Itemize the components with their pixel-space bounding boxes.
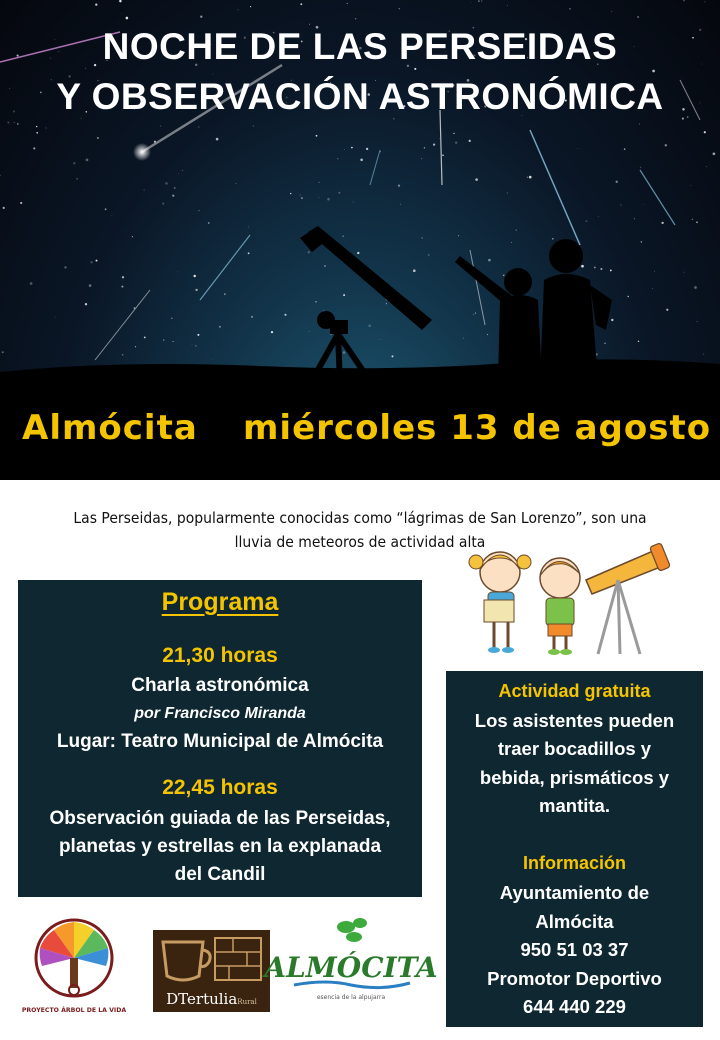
star xyxy=(105,208,107,210)
star xyxy=(357,252,359,254)
star xyxy=(126,17,129,20)
info-line-1: Ayuntamiento de xyxy=(499,882,650,903)
star xyxy=(690,185,691,186)
star xyxy=(600,268,602,270)
star xyxy=(195,289,197,291)
star xyxy=(195,345,197,347)
star xyxy=(469,140,471,142)
star xyxy=(620,204,621,205)
star xyxy=(198,126,199,127)
star xyxy=(463,338,464,339)
star xyxy=(627,296,628,297)
tertulia-name: DTertuliaRural xyxy=(166,990,257,1008)
star xyxy=(122,276,124,278)
header-sky-image xyxy=(0,0,720,390)
star xyxy=(309,331,310,332)
star xyxy=(507,193,508,194)
star xyxy=(284,314,286,316)
star xyxy=(421,237,423,239)
star xyxy=(641,241,642,242)
actividad-line-2: traer bocadillos y xyxy=(497,738,652,759)
star xyxy=(704,1,705,2)
star xyxy=(248,252,250,254)
star xyxy=(0,175,1,177)
star xyxy=(665,144,667,146)
star xyxy=(569,8,571,10)
star xyxy=(97,137,99,139)
star xyxy=(343,351,346,354)
star xyxy=(661,222,663,224)
star xyxy=(475,313,476,314)
actividad-box xyxy=(446,671,703,1027)
star xyxy=(611,319,613,321)
star xyxy=(300,3,302,5)
star xyxy=(96,260,98,262)
star xyxy=(33,147,35,149)
coffee-cup-logo-icon xyxy=(153,930,270,990)
date-band xyxy=(0,390,720,480)
star xyxy=(610,269,612,271)
event2-time: 22,45 horas xyxy=(162,776,278,799)
star xyxy=(111,215,112,216)
star xyxy=(654,271,655,272)
star xyxy=(586,220,588,222)
star xyxy=(478,0,480,2)
star xyxy=(347,3,348,4)
star xyxy=(193,275,195,277)
title-line-2: Y OBSERVACIÓN ASTRONÓMICA xyxy=(56,76,664,117)
star xyxy=(73,162,75,164)
star xyxy=(216,138,219,141)
star xyxy=(458,235,459,236)
almocita-logo xyxy=(264,915,438,1005)
star xyxy=(89,284,92,287)
star xyxy=(20,202,22,204)
star xyxy=(177,271,178,272)
star xyxy=(46,127,47,128)
actividad-line-3: bebida, prismáticos y xyxy=(479,767,670,788)
star xyxy=(290,193,291,194)
star xyxy=(85,303,87,305)
star xyxy=(360,159,363,162)
star xyxy=(324,265,325,266)
star xyxy=(453,133,454,134)
programa-heading: Programa xyxy=(161,588,279,616)
info-phone-2: 644 440 229 xyxy=(523,996,626,1017)
star xyxy=(428,254,430,256)
star xyxy=(634,218,635,219)
star xyxy=(400,204,401,205)
star xyxy=(238,10,239,11)
star xyxy=(338,192,340,194)
event-place: Almócita xyxy=(22,408,198,448)
star xyxy=(639,123,640,124)
star xyxy=(366,148,368,150)
star xyxy=(250,6,251,7)
star xyxy=(386,303,387,304)
star xyxy=(643,204,644,205)
star xyxy=(433,143,435,145)
star xyxy=(507,5,508,6)
star xyxy=(455,141,457,143)
star xyxy=(253,126,254,127)
star xyxy=(652,288,653,289)
star xyxy=(178,174,179,175)
page-title xyxy=(0,22,720,122)
arbol-logo-text: PROYECTO ÁRBOL DE LA VIDA xyxy=(21,1007,127,1014)
title-line-1: NOCHE DE LAS PERSEIDAS xyxy=(102,26,618,67)
star xyxy=(236,183,237,184)
star xyxy=(319,197,320,198)
star xyxy=(424,147,425,148)
star xyxy=(64,266,66,268)
star xyxy=(200,16,202,18)
star xyxy=(471,2,472,3)
star xyxy=(208,222,210,224)
star xyxy=(503,274,505,276)
star xyxy=(121,286,123,288)
star xyxy=(487,334,488,335)
star xyxy=(319,182,320,183)
star xyxy=(174,187,176,189)
star xyxy=(182,170,183,171)
kids-telescope-illustration-icon xyxy=(468,540,678,660)
star xyxy=(76,178,78,180)
star xyxy=(706,166,707,167)
star xyxy=(368,324,371,327)
star xyxy=(315,301,317,303)
star xyxy=(527,177,528,178)
star xyxy=(344,149,345,150)
telescope-silhouette-icon xyxy=(300,226,432,384)
star xyxy=(90,261,92,263)
star xyxy=(342,235,344,237)
star xyxy=(713,152,716,155)
star xyxy=(439,138,440,139)
event1-place: Lugar: Teatro Municipal de Almócita xyxy=(56,731,384,752)
star xyxy=(594,267,596,269)
star xyxy=(171,317,173,319)
star xyxy=(219,326,221,328)
star xyxy=(14,122,15,123)
star xyxy=(86,159,89,162)
star xyxy=(224,293,226,295)
star xyxy=(611,11,612,12)
star xyxy=(301,197,303,199)
star xyxy=(475,178,478,181)
info-heading: Información xyxy=(522,853,626,873)
star xyxy=(604,343,605,344)
tertulia-logo xyxy=(153,930,270,1012)
star xyxy=(160,126,161,127)
star xyxy=(413,269,416,272)
star xyxy=(30,282,33,285)
info-phone-1: 950 51 03 37 xyxy=(520,939,629,960)
star xyxy=(638,341,639,342)
star xyxy=(132,236,133,237)
almocita-logo-name: ALMÓCITA xyxy=(264,951,438,984)
programa-box xyxy=(18,580,422,897)
star xyxy=(696,221,698,223)
star xyxy=(144,336,146,338)
star xyxy=(684,272,685,273)
star xyxy=(2,351,4,353)
star xyxy=(95,3,97,5)
star xyxy=(598,216,599,217)
star xyxy=(300,194,301,195)
actividad-heading: Actividad gratuita xyxy=(498,681,651,701)
star xyxy=(398,184,400,186)
star xyxy=(119,0,121,2)
star xyxy=(399,8,400,9)
star xyxy=(172,195,174,197)
star xyxy=(173,341,174,342)
star xyxy=(481,0,482,1)
star xyxy=(694,286,697,289)
star xyxy=(248,227,249,228)
star xyxy=(624,148,625,149)
intro-line-1: Las Perseidas, popularmente conocidas como “lágrimas de San Lorenzo”, son una xyxy=(73,509,647,527)
star xyxy=(163,339,164,340)
event1-title: Charla astronómica xyxy=(131,675,309,696)
star xyxy=(36,132,38,134)
star xyxy=(637,16,639,18)
star xyxy=(343,294,345,296)
star xyxy=(337,158,338,159)
star xyxy=(442,154,444,156)
star xyxy=(704,131,706,133)
star xyxy=(17,123,19,125)
star xyxy=(192,344,193,345)
star xyxy=(327,198,330,201)
leaf-logo-icon xyxy=(337,918,367,942)
actividad-line-4: mantita. xyxy=(539,795,610,816)
star xyxy=(162,203,164,205)
star xyxy=(212,359,213,360)
star xyxy=(683,0,684,1)
event2-line-1: Observación guiada de las Perseidas, xyxy=(49,808,391,829)
actividad-line-1: Los asistentes pueden xyxy=(474,710,675,731)
star xyxy=(351,147,353,149)
event1-speaker: por Francisco Miranda xyxy=(134,705,306,722)
star xyxy=(692,219,693,220)
star xyxy=(135,346,136,347)
star xyxy=(421,158,422,159)
star xyxy=(511,242,512,243)
star xyxy=(308,251,310,253)
event1-time: 21,30 horas xyxy=(162,644,278,667)
star xyxy=(197,334,199,336)
intro-line-2: lluvia de meteoros de actividad alta xyxy=(234,533,486,551)
event-date: miércoles 13 de agosto xyxy=(243,408,712,448)
star xyxy=(353,201,354,202)
star xyxy=(529,176,532,179)
star xyxy=(488,259,491,262)
star xyxy=(516,230,517,231)
info-line-4: Promotor Deportivo xyxy=(487,968,662,989)
star xyxy=(355,18,356,19)
star xyxy=(552,238,554,240)
star xyxy=(578,148,579,149)
star xyxy=(316,135,318,137)
star xyxy=(581,265,584,268)
star xyxy=(616,181,618,183)
event2-line-3: del Candil xyxy=(174,864,266,885)
star xyxy=(36,126,37,127)
star xyxy=(697,321,698,322)
star xyxy=(703,354,704,355)
star xyxy=(251,316,253,318)
star xyxy=(666,309,668,311)
star xyxy=(3,207,5,209)
star xyxy=(392,355,394,357)
almocita-tagline: esencia de la alpujarra xyxy=(316,994,386,1001)
star xyxy=(55,317,56,318)
star xyxy=(640,167,641,168)
star xyxy=(121,13,122,14)
star xyxy=(165,182,168,185)
people-silhouette-icon xyxy=(455,239,612,380)
star xyxy=(143,189,144,190)
info-line-2: Almócita xyxy=(535,911,614,932)
star xyxy=(122,354,124,356)
star xyxy=(271,331,273,333)
event2-line-2: planetas y estrellas en la explanada xyxy=(58,836,382,857)
star xyxy=(199,210,200,211)
tree-of-life-logo-icon xyxy=(18,918,130,1018)
star xyxy=(473,314,474,315)
star xyxy=(380,339,381,340)
